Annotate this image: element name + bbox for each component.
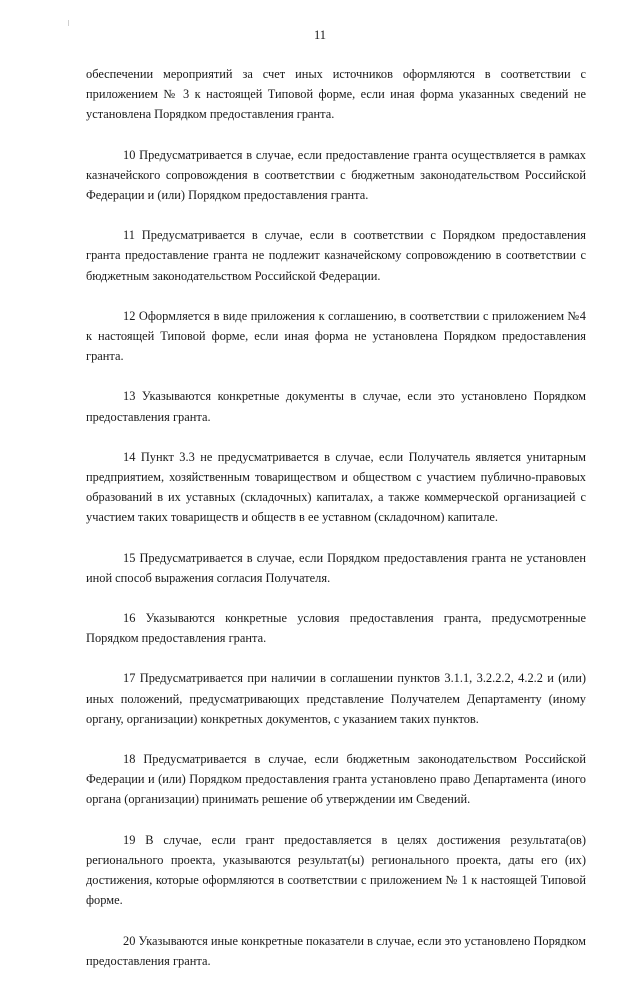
footnote-18: 18 Предусматривается в случае, если бюджетным законодательством Российской Федерации и (или) Порядком предоставления гранта установлено право Департамента (иного органа (организации) принимать решение об утверждении им Сведений. [86, 752, 586, 807]
footnote-19: 19 В случае, если грант предоставляется в целях достижения результата(ов) регионального проекта, указываются результат(ы) регионального проекта, даты его (их) достижения, которые оформляются в соответствии с приложением № 1 к настоящей Типовой форме. [86, 832, 586, 908]
page-number: 11 [313, 28, 327, 42]
scan-edge-mark [68, 20, 69, 26]
footnote-20: 20 Указываются иные конкретные показатели в случае, если это установлено Порядком предоставления гранта. [86, 933, 586, 968]
footnote-15: 15 Предусматривается в случае, если Порядком предоставления гранта не установлен иной способ выражения согласия Получателя. [86, 550, 586, 585]
footnote-10: 10 Предусматривается в случае, если предоставление гранта осуществляется в рамках казначейского сопровождения в соответствии с бюджетным законодательством Российской Федерации и (или) Порядком предоставления гранта. [86, 147, 586, 203]
footnotes-body [86, 64, 586, 991]
footnote-13: 13 Указываются конкретные документы в случае, если это установлено Порядком предоставления гранта. [86, 389, 586, 424]
footnote-16: 16 Указываются конкретные условия предоставления гранта, предусмотренные Порядком предоставления гранта. [86, 611, 586, 646]
footnote-11: 11 Предусматривается в случае, если в соответствии с Порядком предоставления гранта предоставление гранта не подлежит казначейскому сопровождению в соответствии с бюджетным законодательством Российской Федерации. [86, 228, 586, 283]
footnote-14: 14 Пункт 3.3 не предусматривается в случае, если Получатель является унитарным предприятием, хозяйственным товариществом и обществом с участием публично-правовых образований в их уставных (складочных) капиталах, а также коммерческой организацией с участием таких товариществ и обществ в ее уставном (складочном) капитале. [86, 449, 586, 525]
footnote-continuation: обеспечении мероприятий за счет иных источников оформляются в соответствии с приложением № 3 к настоящей Типовой форме, если иная форма указанных сведений не установлена Порядком предоставления гранта. [86, 67, 586, 122]
footnote-17: 17 Предусматривается при наличии в соглашении пунктов 3.1.1, 3.2.2.2, 4.2.2 и (или) иных положений, предусматривающих представление Получателем Департаменту (иному органу, организации) конкретных документов, с указанием таких пунктов. [86, 671, 586, 726]
footnote-12: 12 Оформляется в виде приложения к соглашению, в соответствии с приложением №4 к настоящей Типовой форме, если иная форма не установлена Порядком предоставления гранта. [86, 308, 586, 364]
